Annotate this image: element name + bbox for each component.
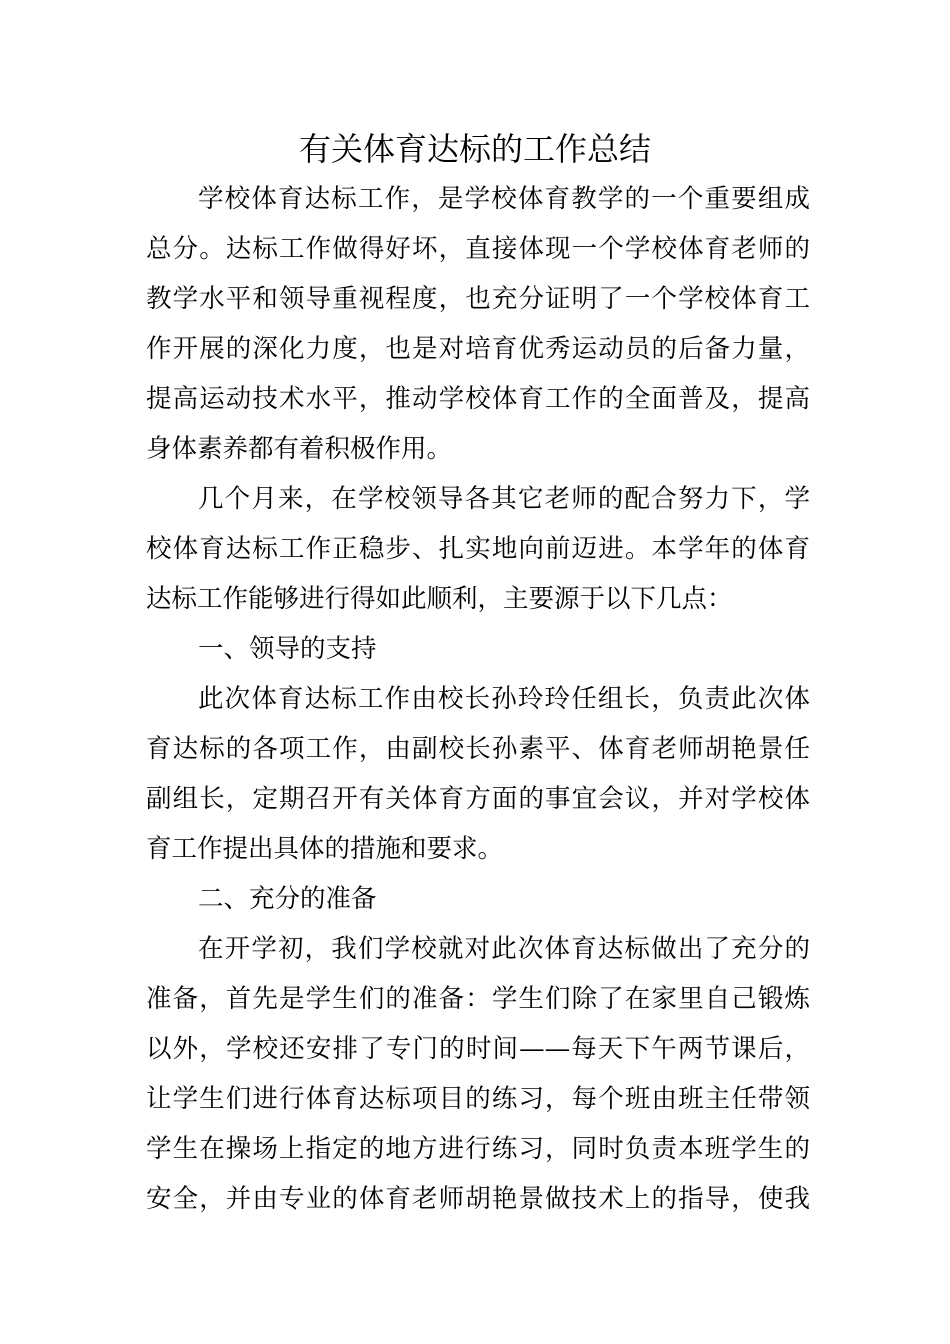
paragraph-line: 育达标的各项工作，由副校长孙素平、体育老师胡艳景任 [146,734,810,764]
paragraph-line: 达标工作能够进行得如此顺利，主要源于以下几点： [146,584,733,614]
paragraph-line: 总分。达标工作做得好坏，直接体现一个学校体育老师的 [146,234,810,264]
paragraph-line: 在开学初，我们学校就对此次体育达标做出了充分的 [198,934,810,964]
paragraph-line: 作开展的深化力度，也是对培育优秀运动员的后备力量， [146,334,810,364]
paragraph-line: 准备，首先是学生们的准备：学生们除了在家里自己锻炼 [146,984,810,1014]
paragraph-line: 此次体育达标工作由校长孙玲玲任组长，负责此次体 [198,684,810,714]
paragraph-line: 几个月来，在学校领导各其它老师的配合努力下，学 [198,484,810,514]
document-title: 有关体育达标的工作总结 [298,130,651,168]
paragraph-line: 以外，学校还安排了专门的时间——每天下午两节课后， [146,1034,810,1064]
paragraph-line: 提高运动技术水平，推动学校体育工作的全面普及，提高 [146,384,810,414]
section-heading: 一、领导的支持 [198,634,377,664]
paragraph-line: 学生在操场上指定的地方进行练习，同时负责本班学生的 [146,1134,810,1164]
paragraph-line: 让学生们进行体育达标项目的练习，每个班由班主任带领 [146,1084,810,1114]
paragraph-line: 学校体育达标工作，是学校体育教学的一个重要组成 [198,184,810,214]
paragraph-line: 身体素养都有着积极作用。 [146,434,453,464]
paragraph-line: 教学水平和领导重视程度，也充分证明了一个学校体育工 [146,284,810,314]
paragraph-line: 安全，并由专业的体育老师胡艳景做技术上的指导，使我 [146,1184,810,1214]
section-heading: 二、充分的准备 [198,884,377,914]
paragraph-line: 校体育达标工作正稳步、扎实地向前迈进。本学年的体育 [146,534,810,564]
paragraph-line: 副组长，定期召开有关体育方面的事宜会议，并对学校体 [146,784,810,814]
paragraph-line: 育工作提出具体的措施和要求。 [146,834,504,864]
document-body [146,174,810,1224]
